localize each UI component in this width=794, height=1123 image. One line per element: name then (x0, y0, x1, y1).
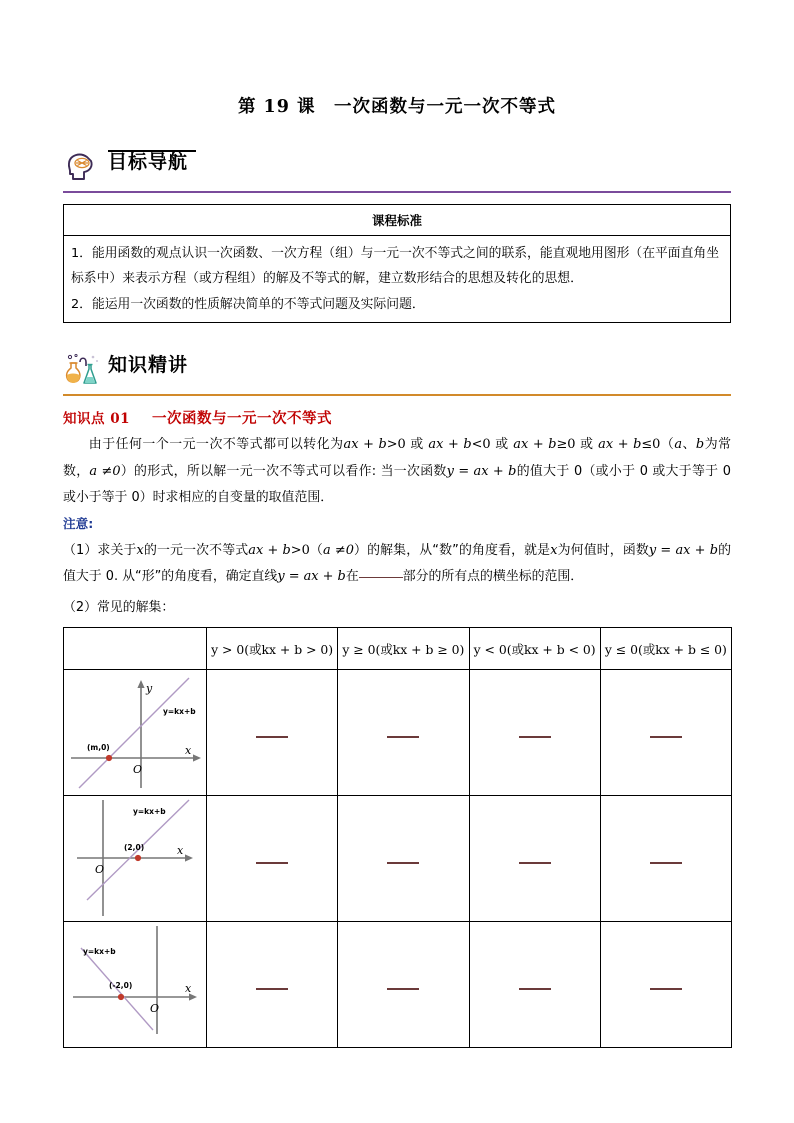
graph-increasing-through-m-0 (64, 670, 207, 796)
flask-beaker-icon (63, 353, 97, 387)
kp-p1-a-ne: a ≠0 (89, 463, 121, 479)
answer-cell[interactable] (338, 922, 469, 1048)
kp-p1-func: y = ax + b (446, 463, 517, 479)
answer-cell[interactable] (469, 670, 600, 796)
kp-n1-a: （1）求关于 (63, 542, 137, 558)
svg-text:x: x (184, 982, 191, 996)
answer-blank[interactable] (650, 988, 682, 990)
answer-blank[interactable] (256, 862, 288, 864)
answer-blank[interactable] (519, 988, 551, 990)
svg-text:(-2,0): (-2,0) (108, 981, 132, 991)
kp-p1-a: 由于任何一个一元一次不等式都可以转化为 (88, 437, 344, 453)
kp-n1-x1: x (136, 542, 144, 558)
kp-n1-func1: y = ax + b (648, 542, 718, 558)
course-standard-table (63, 204, 731, 324)
svg-text:y=kx+b: y=kx+b (132, 807, 166, 817)
svg-text:O: O (94, 863, 104, 877)
kp-p1-ineq4: ax + b (598, 437, 642, 453)
section-banner-objectives (63, 148, 731, 194)
kp-n1-g: 在 (345, 569, 359, 585)
kp-p1-ineq1: ax + b (343, 437, 387, 453)
table-row (64, 235, 731, 323)
kp-n1-x2: x (550, 542, 558, 558)
kp-p1-const-a: a (674, 437, 682, 453)
knowledge-paragraph-1 (63, 432, 731, 511)
answer-cell[interactable] (600, 922, 731, 1048)
table-row (64, 922, 732, 1048)
kp-p1-gt: >0 或 (386, 437, 429, 453)
answer-blank[interactable] (387, 736, 419, 738)
brain-head-icon (63, 150, 97, 184)
knowledge-point-label: 知识点 01 (63, 411, 130, 428)
header-cell-graph (64, 628, 207, 670)
kp-n1-h: 部分的所有点的横坐标的范围． (402, 569, 584, 585)
svg-text:y=kx+b: y=kx+b (82, 947, 116, 957)
kp-p1-le: ≤0（ (641, 437, 675, 453)
page-title: 第 19 课 一次函数与一元一次不等式 (237, 97, 557, 117)
header-cell-gt: y > 0(或kx + b > 0) (207, 628, 338, 670)
svg-text:y=kx+b: y=kx+b (162, 707, 196, 717)
standard-item-1: 1．能用函数的观点认识一次函数、一次方程（组）与一元一次不等式之间的联系，能直观地用图形（在平面直角坐标系中）来表示方程（或方程组）的解及不等式的解，建立数形结合的思想及转化的思想． (71, 245, 719, 287)
knowledge-point-name: 一次函数与一元一次不等式 (152, 410, 332, 428)
answer-blank[interactable] (650, 736, 682, 738)
course-standard-header: 课程标准 (64, 204, 731, 235)
course-standard-body (64, 235, 731, 323)
svg-text:(2,0): (2,0) (123, 843, 144, 853)
kp-p1-tail2: 的值大于 0（或小于 0 或大于等于 0 或小于等于 0）时求相应的自变量的取值范围． (63, 463, 732, 506)
answer-blank[interactable] (387, 862, 419, 864)
kp-n1-func2: y = ax + b (277, 569, 346, 585)
kp-p1-comma: 、 (682, 437, 696, 453)
header-cell-lt: y < 0(或kx + b < 0) (469, 628, 600, 670)
answer-cell[interactable] (600, 796, 731, 922)
svg-text:(m,0): (m,0) (86, 743, 110, 753)
table-row (64, 204, 731, 235)
kp-n1-ineq: ax + b (248, 542, 291, 558)
standard-item-2: 2．能运用一次函数的性质解决简单的不等式问题及实际问题． (71, 296, 425, 312)
knowledge-point-heading (63, 407, 731, 428)
table-row (64, 670, 732, 796)
fill-in-blank[interactable] (359, 577, 403, 578)
answer-blank[interactable] (256, 988, 288, 990)
note-label: 注意: (63, 515, 94, 531)
kp-p1-btext: 为常数， (63, 437, 731, 479)
answer-cell[interactable] (207, 922, 338, 1048)
svg-text:x: x (184, 744, 191, 758)
kp-n1-a-ne: a ≠0 (322, 542, 354, 558)
section-banner-knowledge (63, 351, 731, 397)
answer-cell[interactable] (469, 922, 600, 1048)
kp-n1-f: 的值大于 0. 从“形”的角度看，确定直线 (63, 542, 732, 585)
svg-text:x: x (176, 844, 183, 858)
common-solution-sets-table (63, 627, 732, 1048)
kp-p1-tail: ）的形式，所以解一元一次不等式可以看作: 当一次函数 (120, 463, 447, 479)
section-title-knowledge: 知识精讲 (108, 354, 189, 377)
svg-text:y: y (145, 682, 152, 696)
answer-blank[interactable] (387, 988, 419, 990)
knowledge-note-2: （2）常见的解集： (63, 599, 175, 615)
kp-n1-d: ）的解集，从“数”的角度看，就是 (353, 542, 551, 558)
answer-cell[interactable] (600, 670, 731, 796)
answer-blank[interactable] (256, 736, 288, 738)
answer-cell[interactable] (469, 796, 600, 922)
answer-blank[interactable] (650, 862, 682, 864)
kp-p1-ineq2: ax + b (428, 437, 472, 453)
answer-cell[interactable] (207, 796, 338, 922)
section-title-objectives: 目标导航 (108, 150, 189, 173)
kp-p1-const-b: b (695, 437, 705, 453)
banner-bottom-rule-purple (63, 191, 731, 193)
answer-cell[interactable] (338, 670, 469, 796)
banner-bottom-rule-orange (63, 394, 731, 396)
kp-p1-ge: ≥0 或 (556, 437, 599, 453)
answer-blank[interactable] (519, 736, 551, 738)
svg-text:O: O (132, 763, 142, 777)
knowledge-note-1 (63, 538, 731, 591)
svg-text:O: O (149, 1002, 159, 1016)
graph-increasing-through-2-0 (64, 796, 207, 922)
kp-p1-ineq3: ax + b (513, 437, 557, 453)
kp-n1-c: >0（ (290, 542, 323, 558)
table-header-row (64, 628, 732, 670)
graph-decreasing-through-neg2-0 (64, 922, 207, 1048)
answer-cell[interactable] (338, 796, 469, 922)
kp-p1-lt: <0 或 (471, 437, 514, 453)
answer-cell[interactable] (207, 670, 338, 796)
header-cell-ge: y ≥ 0(或kx + b ≥ 0) (338, 628, 469, 670)
table-row (64, 796, 732, 922)
kp-n1-e: 为何值时，函数 (557, 542, 649, 558)
kp-n1-b: 的一元一次不等式 (143, 542, 249, 558)
answer-blank[interactable] (519, 862, 551, 864)
header-cell-le: y ≤ 0(或kx + b ≤ 0) (600, 628, 731, 670)
